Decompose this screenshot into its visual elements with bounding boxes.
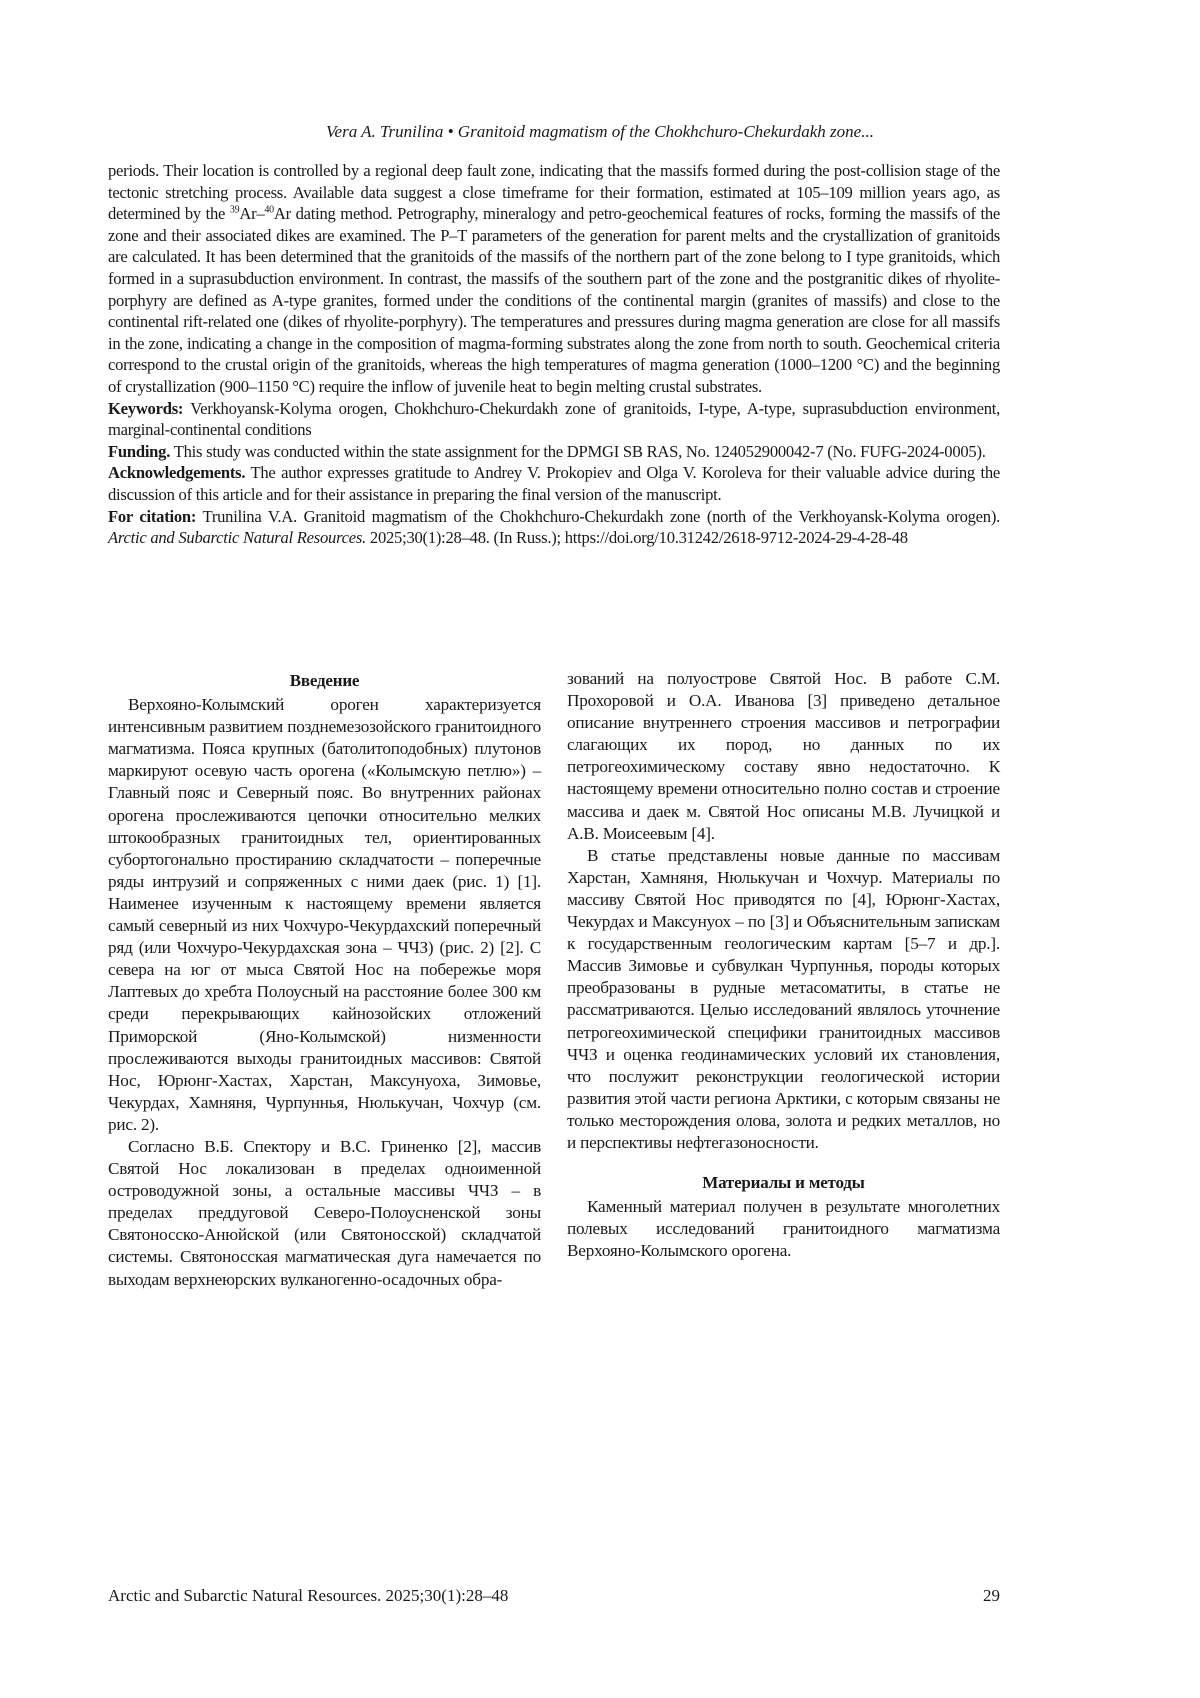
funding-label: Funding.: [108, 441, 171, 461]
ack-text: The author expresses gratitude to Andrey V. Prokopiev and Olga V. Koroleva for their valuable advice during the discussion of this article and for their assistance in preparing the final version of the manuscript.: [108, 463, 1000, 504]
section-heading-introduction: Введение: [289, 671, 360, 690]
paragraph: Верхояно-Колымский ороген характеризуется интенсивным развитием позднемезозойского гранитоидного магматизма. Пояса крупных (батолитоподобных) плутонов маркируют осевую часть орогена («Колымскую петлю») – Главный пояс и Северный пояс. Во внутренних районах орогена прослеживаются цепочки относительно мелких штокообразных гранитоидных тел, ориентированных субортогонально простиранию складчатости – поперечные ряды интрузий и сопряженных с ними даек (рис. 1) [1]. Наименее изученным к настоящему времени является самый северный из них Чохчуро-Чекурдахский поперечный ряд (или Чохчуро-Чекурдахская зона – ЧЧЗ) (рис. 2) [2]. С севера на юг от мыса Святой Нос на побережье моря Лаптевых до хребта Полоусный на расстояние более 300 км среди перекрывающих кайнозойских отложений Приморской (Яно-Колымской) низменности прослеживаются выходы гранитоидных массивов: Святой Нос, Юрюнг-Хастах, Харстан, Максунуоха, Зимовье, Чекурдах, Хамняня, Чурпуннья, Нюлькучан, Чохчур (см. рис. 2).: [108, 695, 541, 1134]
citation: [108, 506, 1000, 549]
paragraph: В статье представлены новые данные по массивам Харстан, Хамняня, Нюлькучан и Чохчур. Материалы по массиву Святой Нос приводятся по [4], Юрюнг-Хастах, Чекурдах и Максунуох – по [3] и Объяснительным запискам к государственным геологическим картам [5–7 и др.]. Массив Зимовье и субвулкан Чурпуннья, породы которых преобразованы в рудные метасоматиты, в статье не рассматриваются. Целью исследований являлось уточнение петрогеохимической специфики гранитоидных массивов ЧЧЗ и оценка геодинамических условий их становления, что послужит реконструкции геологической истории развития этой части региона Арктики, с которым связаны не только месторождения олова, золота и редких металлов, но и перспективы нефтегазоносности.: [567, 845, 1000, 1152]
section-heading-methods: Материалы и методы: [702, 1173, 865, 1193]
paragraph: Каменный материал получен в результате многолетних полевых исследований гранитоидного магматизма Верхояно-Колымского орогена.: [567, 1197, 1000, 1261]
funding-text: This study was conducted within the state assignment for the DPMGI SB RAS, No. 124052900042-7 (No. FUFG-2024-0005).: [170, 441, 986, 461]
keywords: [108, 398, 1000, 441]
abstract-block: [108, 160, 1000, 549]
citation-text1: Trunilina V.A. Granitoid magmatism of the Chokhchuro-Chekurdakh zone (north of the Verkhoyansk-Kolyma orogen).: [196, 506, 1001, 526]
header-title: Granitoid magmatism of the Chokhchuro-Chekurdakh zone...: [457, 122, 874, 141]
citation-label: For citation:: [108, 506, 197, 526]
page-number: 29: [983, 1586, 1000, 1605]
paragraph: Согласно В.Б. Спектору и В.С. Гриненко [2], массив Святой Нос локализован в пределах одноименной островодужной зоны, а остальные массивы ЧЧЗ – в пределах преддуговой Северо-Полоусненской зоны Святоносско-Анюйской (или Святоносской) складчатой системы. Святоносская магматическая дуга намечается по выходам верхнеюрских вулканогенно-осадочных обра-: [108, 1136, 541, 1289]
abstract-part1: periods. Their location is controlled by a regional deep fault zone, indicating that the massifs formed during the post-collision stage of the tectonic stretching process. Available data suggest a close timeframe for their formation, estimated at 105–109 million years ago, as determined by the: [108, 161, 1000, 224]
funding: [108, 441, 1000, 463]
header-author: Vera A. Trunilina: [326, 122, 444, 141]
citation-text2[interactable]: 2025;30(1):28–48. (In Russ.); https://doi.org/10.31242/2618-9712-2024-29-4-28-48: [366, 528, 908, 548]
running-header: [0, 122, 1200, 142]
isotope-40: 40: [264, 204, 274, 216]
header-separator: •: [447, 122, 454, 141]
left-column: [108, 668, 541, 1291]
isotope-39: 39: [229, 204, 240, 216]
citation-journal: Arctic and Subarctic Natural Resources.: [108, 528, 367, 548]
abstract-part2: Ar dating method. Petrography, mineralogy and petro-geochemical features of rocks, forming the massifs of the zone and their associated dikes are examined. The P–T parameters of the generation for parent melts and the crystallization of granitoids are calculated. It has been determined that the granitoids of the massifs of the northern part of the zone belong to I type granitoids, which formed in a suprasubduction environment. In contrast, the massifs of the southern part of the zone and the postgranitic dikes of rhyolite-porphyry are defined as A-type granites, formed under the conditions of the continental margin (granites of massifs) and close to the continental rift-related one (dikes of rhyolite-porphyry). The temperatures and pressures during magma generation are close for all massifs in the zone, indicating a change in the composition of magma-forming substrates along the zone from north to south. Geochemical criteria correspond to the crustal origin of the granitoids, whereas the high temperatures of magma generation (1000–1200 °C) and the beginning of crystallization (900–1150 °C) require the inflow of juvenile heat to begin melting crustal substrates.: [108, 204, 1000, 396]
page-footer: [108, 1586, 1000, 1606]
right-column: [567, 668, 1000, 1262]
footer-journal: Arctic and Subarctic Natural Resources. 2025;30(1):28–48: [108, 1586, 509, 1605]
abstract-text: [108, 160, 1000, 398]
ack-label: Acknowledgements.: [108, 463, 246, 483]
abstract-mid: Ar–: [239, 204, 265, 224]
paragraph: зований на полуострове Святой Нос. В работе С.М. Прохоровой и О.А. Иванова [3] приведено детальное описание внутреннего строения массивов и петрографии слагающих их пород, но данных по их петрогеохимическому составу явно недостаточно. К настоящему времени относительно полно состав и строение массива и даек м. Святой Нос описаны М.В. Лучицкой и А.В. Моисеевым [4].: [567, 669, 1000, 843]
keywords-label: Keywords:: [108, 398, 184, 418]
acknowledgements: [108, 462, 1000, 505]
keywords-text: Verkhoyansk-Kolyma orogen, Chokhchuro-Chekurdakh zone of granitoids, I-type, A-type, suprasubduction environment, marginal-continental conditions: [108, 398, 1000, 440]
